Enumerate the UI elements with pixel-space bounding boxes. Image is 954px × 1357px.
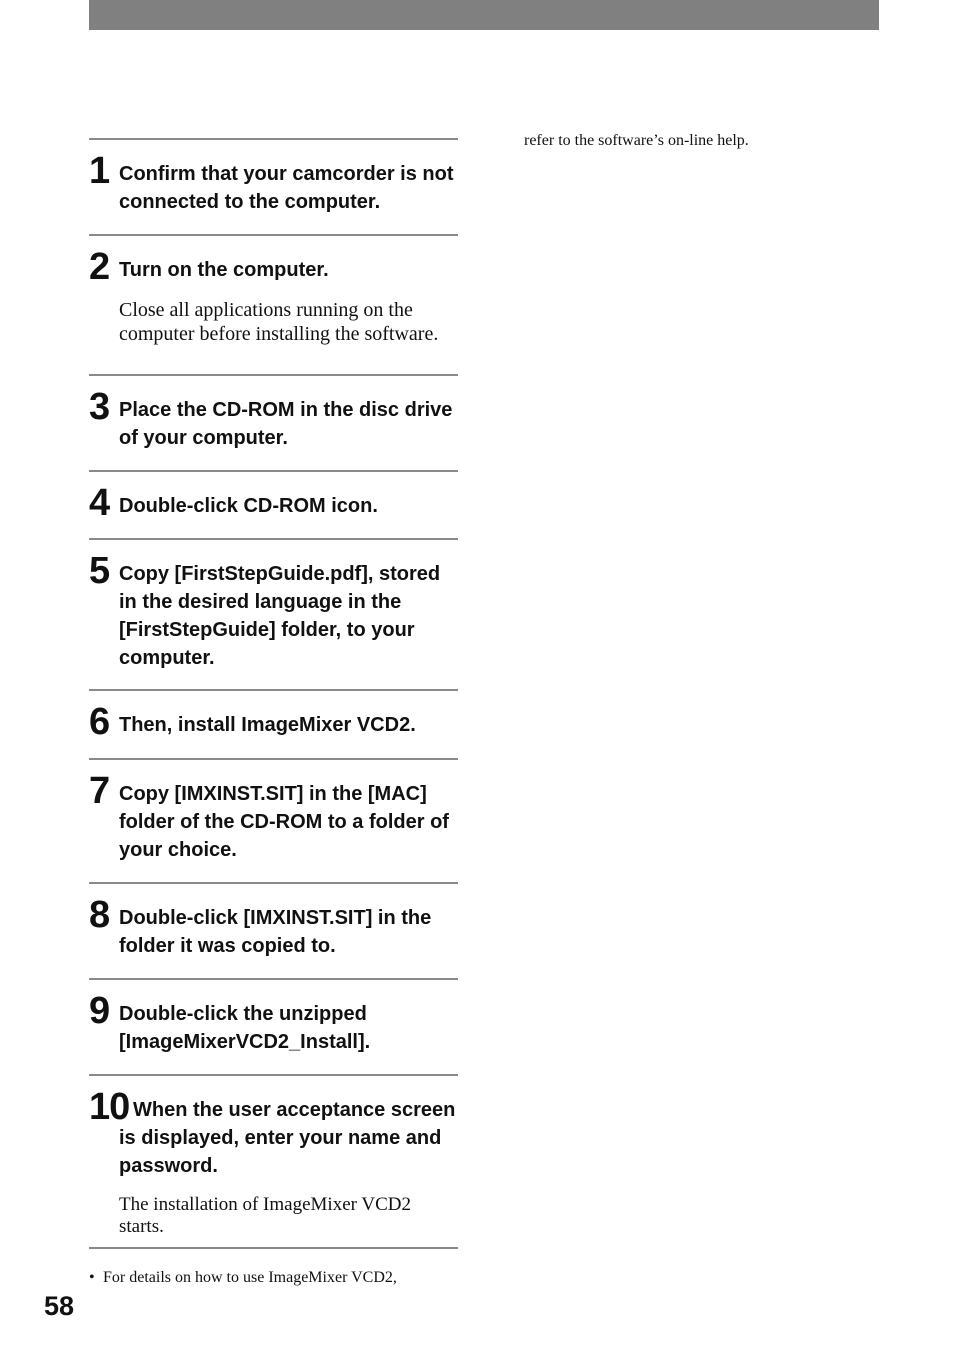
step-number: 6 [89, 701, 110, 743]
step-number: 1 [89, 150, 110, 192]
step-title: Then, install ImageMixer VCD2. [119, 714, 416, 736]
step-5 [89, 538, 458, 689]
step-title: Double-click the unzipped [ImageMixerVCD2_Install]. [119, 1003, 371, 1053]
step-title: Double-click [IMXINST.SIT] in the folder it was copied to. [119, 907, 432, 957]
note-text: For details on how to use ImageMixer VCD2, [103, 1269, 397, 1286]
section-end-rule [89, 1247, 458, 1249]
step-number: 2 [89, 246, 110, 288]
step-title: Copy [IMXINST.SIT] in the [MAC] folder of the CD-ROM to a folder of your choice. [119, 783, 449, 861]
step-description: The installation of ImageMixer VCD2 starts. [119, 1194, 411, 1237]
step-2 [89, 234, 458, 374]
step-title: Confirm that your camcorder is not connected to the computer. [119, 163, 454, 213]
step-number: 4 [89, 482, 110, 524]
step-9 [89, 978, 458, 1074]
step-number: 5 [89, 550, 110, 592]
step-number: 7 [89, 770, 110, 812]
step-number: 8 [89, 894, 110, 936]
step-number: 9 [89, 990, 110, 1032]
usage-note [89, 1268, 469, 1288]
step-description: Close all applications running on the computer before installing the software. [119, 299, 439, 345]
step-title: Copy [FirstStepGuide.pdf], stored in the desired language in the [FirstStepGuide] folder, to your computer. [119, 563, 441, 669]
step-10 [89, 1074, 458, 1247]
note-bullet: • [89, 1269, 95, 1286]
step-4 [89, 470, 458, 538]
step-3 [89, 374, 458, 470]
page-number: 58 [44, 1291, 75, 1321]
step-title: Double-click CD-ROM icon. [119, 495, 378, 517]
step-title: When the user acceptance screen is displayed, enter your name and password. [119, 1099, 456, 1177]
step-8 [89, 882, 458, 978]
step-number: 3 [89, 386, 110, 428]
step-title: Place the CD-ROM in the disc drive of your computer. [119, 399, 453, 449]
header-bar [89, 0, 879, 30]
step-6 [89, 689, 458, 758]
step-7 [89, 758, 458, 882]
step-number: 10 [89, 1086, 130, 1128]
right-column-text: refer to the software’s on-line help. [524, 132, 749, 149]
steps-column [89, 138, 458, 1249]
step-1 [89, 138, 458, 234]
step-title: Turn on the computer. [119, 259, 329, 281]
